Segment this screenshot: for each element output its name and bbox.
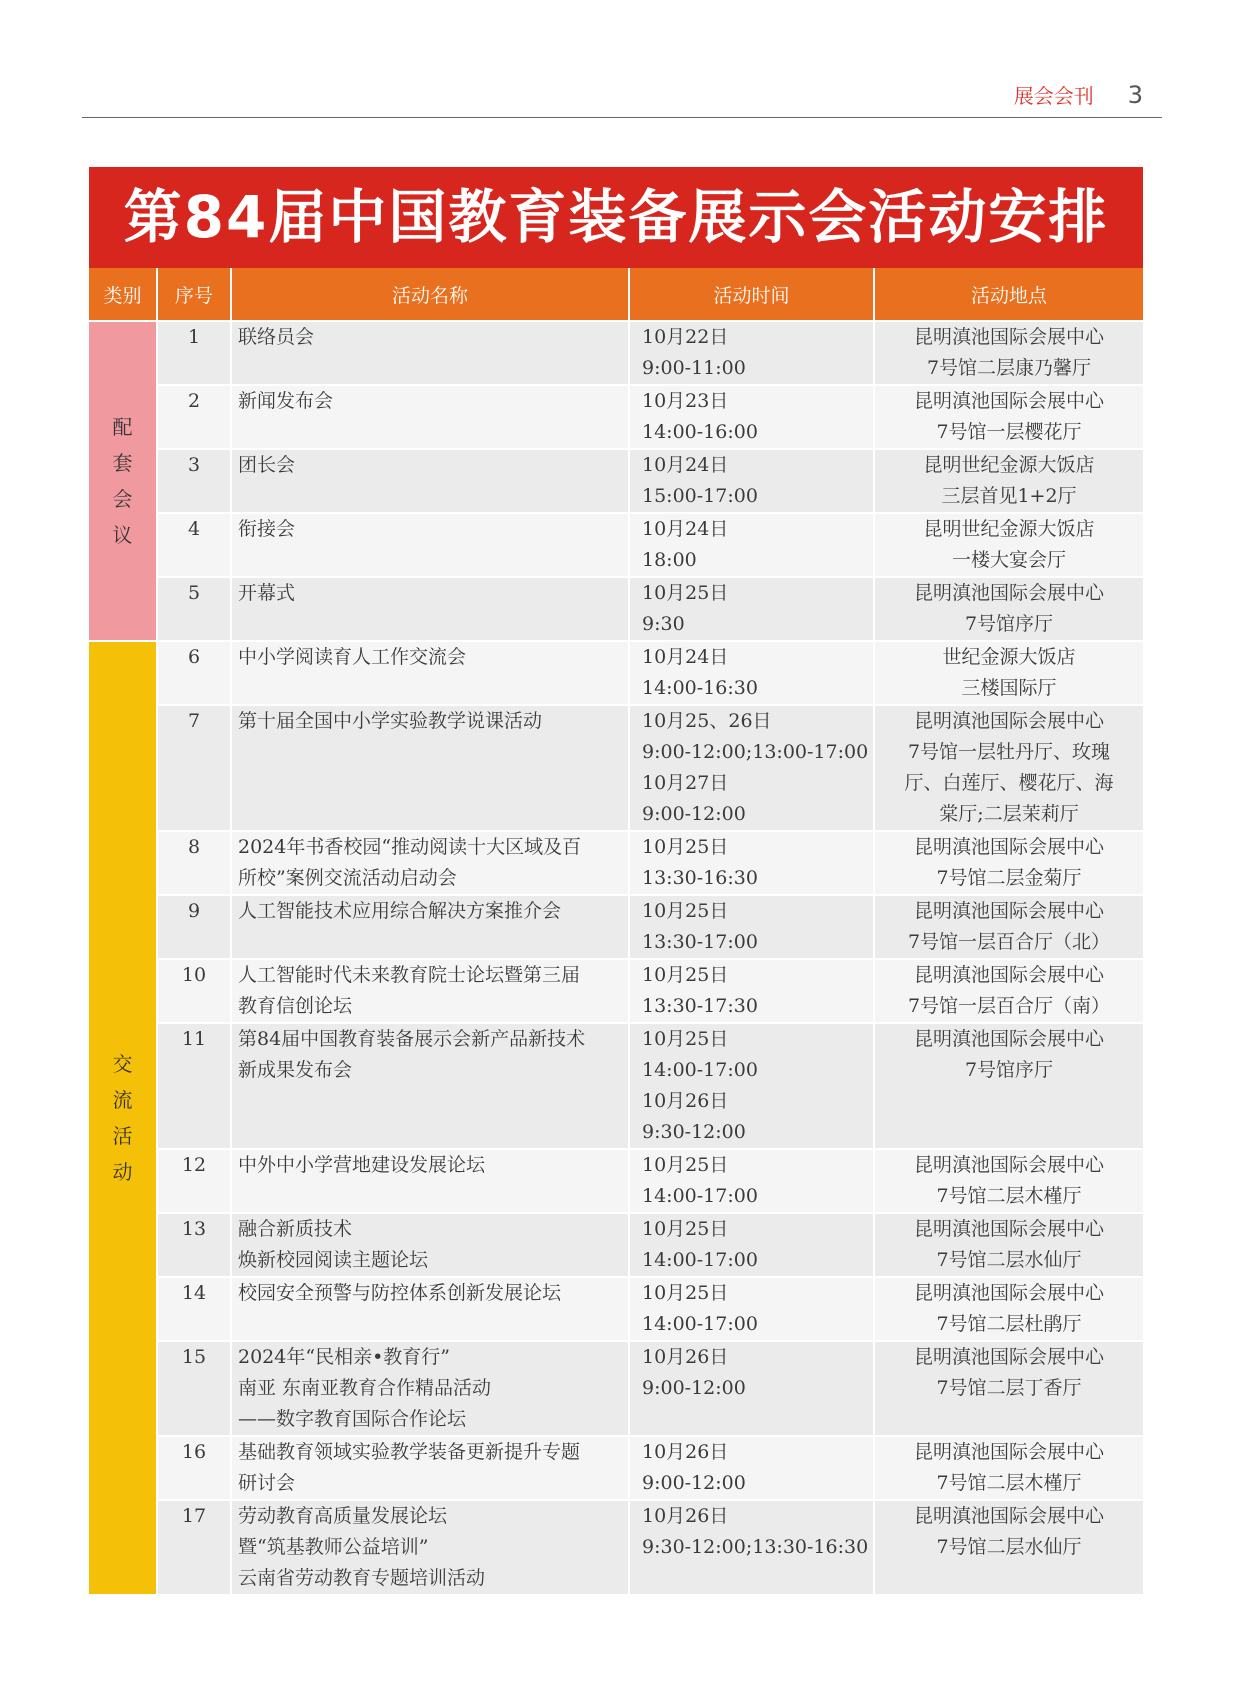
activity-name-cell [231,1023,629,1149]
seq-cell: 11 [157,1023,231,1149]
activity-name-cell [231,831,629,895]
cell-line: 10月25日 [642,836,729,858]
activity-location-cell [874,1213,1143,1277]
table-row [89,321,1143,385]
cell-line: 13:30-17:00 [642,931,758,953]
activity-time-cell [629,641,874,705]
cell-line: 教育信创论坛 [238,995,353,1017]
cell-line: 焕新校园阅读主题论坛 [238,1249,429,1271]
cell-line: 10月25日 [642,1154,729,1176]
cell-line: 昆明滇池国际会展中心 [913,964,1104,986]
seq-cell: 16 [157,1436,231,1500]
activity-location-cell [874,1436,1143,1500]
activity-name-cell [231,641,629,705]
cell-line: 10月24日 [642,454,729,476]
cell-line: 所校”案例交流活动启动会 [238,867,457,889]
cell-line: 10月25日 [642,1282,729,1304]
activity-location-cell [874,1341,1143,1436]
cell-line: 厅、白莲厅、樱花厅、海 [904,772,1114,794]
table-row [89,959,1143,1023]
column-header-seq: 序号 [157,268,231,321]
cell-line: 10月26日 [642,1346,729,1368]
cell-line: 昆明滇池国际会展中心 [913,326,1104,348]
activity-time-cell [629,1341,874,1436]
cell-line: 7号馆二层木槿厅 [936,1472,1082,1494]
seq-cell: 14 [157,1277,231,1341]
cell-line: 7号馆一层牡丹厅、玫瑰 [907,741,1111,763]
activity-name-cell [231,1436,629,1500]
activity-location-cell [874,577,1143,641]
activity-location-cell [874,449,1143,513]
cell-line: 7号馆二层康乃馨厅 [926,357,1092,379]
cell-line: 10月25、26日 [642,710,772,732]
cell-line: 基础教育领域实验教学装备更新提升专题 [238,1441,581,1463]
seq-cell: 5 [157,577,231,641]
table-row [89,1149,1143,1213]
cell-line: 10月22日 [642,326,729,348]
cell-line: 10月26日 [642,1441,729,1463]
cell-line: 10月25日 [642,582,729,604]
column-header-category: 类别 [89,268,157,321]
activity-time-cell [629,705,874,831]
cell-line: 劳动教育高质量发展论坛 [238,1505,448,1527]
cell-line: 昆明滇池国际会展中心 [913,1441,1104,1463]
cell-line: 9:00-12:00;13:00-17:00 [642,741,869,763]
activity-time-cell [629,831,874,895]
activity-location-cell [874,959,1143,1023]
activity-name-cell [231,1500,629,1594]
cell-line: 10月24日 [642,518,729,540]
seq-cell: 6 [157,641,231,705]
cell-line: 14:00-17:00 [642,1059,758,1081]
activity-name-cell [231,385,629,449]
cell-line: 新闻发布会 [238,390,334,412]
cell-line: 昆明世纪金源大饭店 [923,454,1095,476]
activity-name-cell [231,1277,629,1341]
cell-line: 14:00-16:30 [642,677,758,699]
cell-line: 昆明滇池国际会展中心 [913,1028,1104,1050]
cell-line: 昆明滇池国际会展中心 [913,390,1104,412]
cell-line: 人工智能时代未来教育院士论坛暨第三届 [238,964,581,986]
activity-time-cell [629,321,874,385]
activity-name-cell [231,1341,629,1436]
activity-time-cell [629,1023,874,1149]
seq-cell: 10 [157,959,231,1023]
cell-line: 7号馆序厅 [964,613,1054,635]
activity-time-cell [629,1277,874,1341]
cell-line: 7号馆二层水仙厅 [936,1536,1082,1558]
table-row [89,577,1143,641]
cell-line: 联络员会 [238,326,315,348]
cell-line: 7号馆二层杜鹃厅 [936,1313,1082,1335]
cell-line: 14:00-17:00 [642,1185,758,1207]
cell-line: 昆明世纪金源大饭店 [923,518,1095,540]
cell-line: 棠厅;二层茉莉厅 [939,803,1079,825]
cell-line: 衔接会 [238,518,296,540]
table-row [89,641,1143,705]
cell-line: 中小学阅读育人工作交流会 [238,646,467,668]
activity-location-cell [874,895,1143,959]
cell-line: 团长会 [238,454,296,476]
activity-time-cell [629,385,874,449]
cell-line: 昆明滇池国际会展中心 [913,1505,1104,1527]
cell-line: 南亚 东南亚教育合作精品活动 [238,1377,492,1399]
cell-line: 三楼国际厅 [961,677,1057,699]
cell-line: 第84届中国教育装备展示会新产品新技术 [238,1028,586,1050]
table-row [89,1436,1143,1500]
activity-name-cell [231,449,629,513]
seq-cell: 4 [157,513,231,577]
activity-location-cell [874,1023,1143,1149]
cell-line: 14:00-16:00 [642,421,758,443]
seq-cell: 17 [157,1500,231,1594]
cell-line: 新成果发布会 [238,1059,353,1081]
activity-time-cell [629,513,874,577]
cell-line: 9:00-12:00 [642,1377,746,1399]
cell-line: 7号馆序厅 [964,1059,1054,1081]
cell-line: 昆明滇池国际会展中心 [913,900,1104,922]
cell-line: 9:30 [642,613,685,635]
cell-line: 9:00-12:00 [642,803,746,825]
table-row [89,513,1143,577]
category-cell [89,321,157,641]
cell-line: 9:30-12:00 [642,1121,746,1143]
activity-schedule-table [89,268,1143,1594]
publication-title: 展会会刊 [1013,84,1094,108]
cell-line: 10月25日 [642,900,729,922]
cell-line: 10月25日 [642,964,729,986]
cell-line: 研讨会 [238,1472,296,1494]
cell-line: 10月25日 [642,1218,729,1240]
header-divider [82,117,1162,118]
activity-name-cell [231,1149,629,1213]
table-header-row [89,268,1143,321]
activity-time-cell [629,1149,874,1213]
cell-line: ——数字教育国际合作论坛 [238,1408,467,1430]
cell-line: 18:00 [642,549,697,571]
column-header-time: 活动时间 [629,268,874,321]
activity-time-cell [629,1500,874,1594]
cell-line: 2024年“民相亲•教育行” [238,1346,450,1368]
cell-line: 昆明滇池国际会展中心 [913,1282,1104,1304]
cell-line: 10月23日 [642,390,729,412]
cell-line: 融合新质技术 [238,1218,353,1240]
cell-line: 14:00-17:00 [642,1249,758,1271]
table-row [89,1277,1143,1341]
activity-name-cell [231,1213,629,1277]
cell-line: 10月26日 [642,1090,729,1112]
activity-name-cell [231,577,629,641]
cell-line: 开幕式 [238,582,296,604]
cell-line: 15:00-17:00 [642,485,758,507]
cell-line: 昆明滇池国际会展中心 [913,582,1104,604]
seq-cell: 12 [157,1149,231,1213]
column-header-name: 活动名称 [231,268,629,321]
cell-line: 世纪金源大饭店 [942,646,1076,668]
page-header [1014,80,1143,109]
cell-line: 7号馆二层木槿厅 [936,1185,1082,1207]
seq-cell: 2 [157,385,231,449]
cell-line: 第十届全国中小学实验教学说课活动 [238,710,543,732]
cell-line: 中外中小学营地建设发展论坛 [238,1154,486,1176]
seq-cell: 3 [157,449,231,513]
activity-time-cell [629,449,874,513]
activity-time-cell [629,1213,874,1277]
table-row [89,1500,1143,1594]
page-title: 第84届中国教育装备展示会活动安排 [89,167,1143,268]
activity-location-cell [874,1500,1143,1594]
cell-line: 昆明滇池国际会展中心 [913,710,1104,732]
activity-time-cell [629,1436,874,1500]
cell-line: 2024年书香校园“推动阅读十大区域及百 [238,836,582,858]
cell-line: 9:30-12:00;13:30-16:30 [642,1536,869,1558]
activity-name-cell [231,321,629,385]
activity-time-cell [629,959,874,1023]
activity-location-cell [874,321,1143,385]
table-row [89,1341,1143,1436]
activity-location-cell [874,641,1143,705]
cell-line: 10月25日 [642,1028,729,1050]
cell-line: 校园安全预警与防控体系创新发展论坛 [238,1282,562,1304]
cell-line: 7号馆一层百合厅（北） [907,931,1111,953]
cell-line: 昆明滇池国际会展中心 [913,1346,1104,1368]
cell-line: 一楼大宴会厅 [951,549,1066,571]
cell-line: 9:00-11:00 [642,357,746,379]
activity-time-cell [629,895,874,959]
cell-line: 昆明滇池国际会展中心 [913,836,1104,858]
category-label: 配套会议 [112,415,133,547]
cell-line: 7号馆一层樱花厅 [936,421,1082,443]
table-row [89,705,1143,831]
table-row [89,831,1143,895]
table-row [89,1213,1143,1277]
seq-cell: 8 [157,831,231,895]
activity-name-cell [231,513,629,577]
activity-location-cell [874,831,1143,895]
cell-line: 三层首见1+2厅 [941,485,1077,507]
cell-line: 9:00-12:00 [642,1472,746,1494]
table-row [89,449,1143,513]
cell-line: 10月27日 [642,772,729,794]
activity-location-cell [874,385,1143,449]
seq-cell: 1 [157,321,231,385]
activity-location-cell [874,513,1143,577]
cell-line: 10月26日 [642,1505,729,1527]
cell-line: 14:00-17:00 [642,1313,758,1335]
cell-line: 昆明滇池国际会展中心 [913,1154,1104,1176]
activity-location-cell [874,1277,1143,1341]
cell-line: 7号馆二层丁香厅 [936,1377,1082,1399]
cell-line: 人工智能技术应用综合解决方案推介会 [238,900,562,922]
activity-name-cell [231,705,629,831]
activity-name-cell [231,895,629,959]
category-cell [89,641,157,1594]
activity-location-cell [874,705,1143,831]
seq-cell: 13 [157,1213,231,1277]
seq-cell: 15 [157,1341,231,1436]
table-row [89,1023,1143,1149]
cell-line: 7号馆一层百合厅（南） [907,995,1111,1017]
cell-line: 7号馆二层金菊厅 [936,867,1082,889]
cell-line: 云南省劳动教育专题培训活动 [238,1567,486,1589]
activity-location-cell [874,1149,1143,1213]
category-label: 交流活动 [112,1052,133,1184]
cell-line: 暨“筑基教师公益培训” [238,1536,429,1558]
cell-line: 昆明滇池国际会展中心 [913,1218,1104,1240]
cell-line: 10月24日 [642,646,729,668]
table-row [89,895,1143,959]
activity-time-cell [629,577,874,641]
cell-line: 13:30-16:30 [642,867,758,889]
page-number: 3 [1127,81,1143,109]
column-header-location: 活动地点 [874,268,1143,321]
seq-cell: 9 [157,895,231,959]
cell-line: 7号馆二层水仙厅 [936,1249,1082,1271]
cell-line: 13:30-17:30 [642,995,758,1017]
activity-name-cell [231,959,629,1023]
table-row [89,385,1143,449]
seq-cell: 7 [157,705,231,831]
